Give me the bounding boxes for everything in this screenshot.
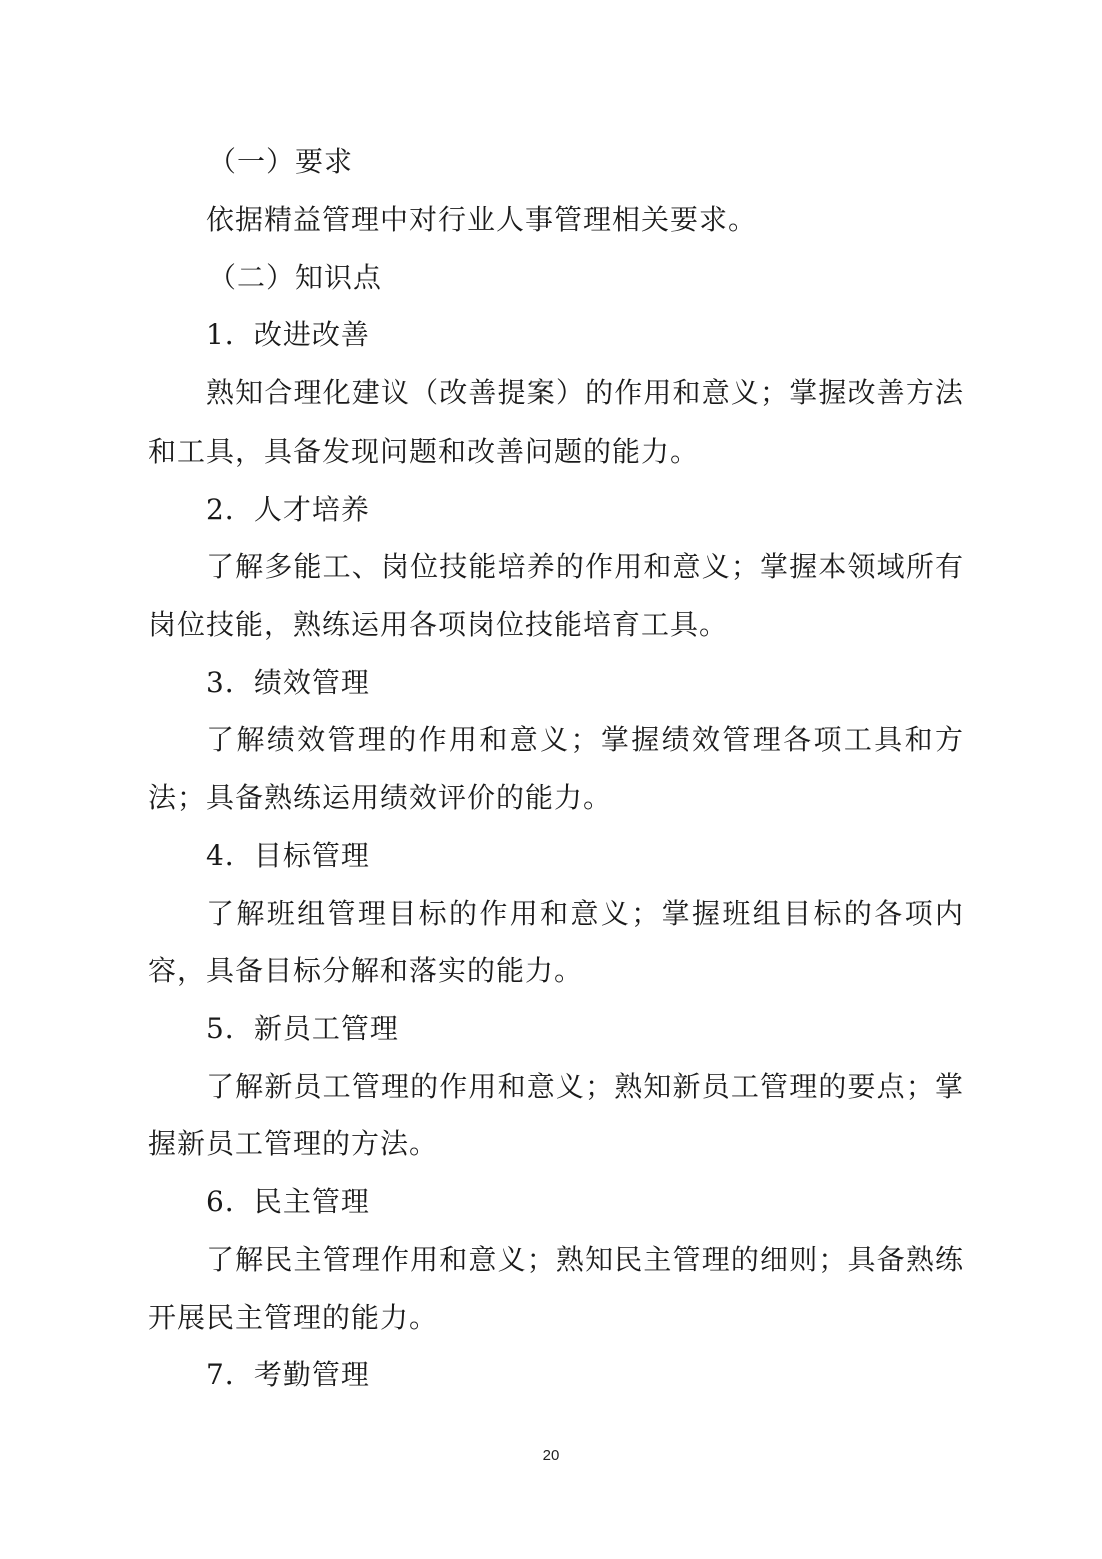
item-title-improvement: 1．改进改善: [206, 318, 370, 351]
item-title-performance: 3．绩效管理: [206, 666, 370, 699]
item-title-attendance: 7．考勤管理: [206, 1358, 370, 1391]
item-title-democratic: 6．民主管理: [206, 1185, 370, 1218]
item-body-line: 了解绩效管理的作用和意义；掌握绩效管理各项工具和方: [206, 723, 964, 756]
item-body-line: 法；具备熟练运用绩效评价的能力。: [148, 781, 613, 814]
item-body-line: 握新员工管理的方法。: [148, 1127, 439, 1160]
item-title-talent: 2．人才培养: [206, 493, 370, 526]
item-body-line: 开展民主管理的能力。: [148, 1301, 439, 1334]
item-body-line: 岗位技能，熟练运用各项岗位技能培育工具。: [148, 608, 729, 641]
item-body-line: 了解班组管理目标的作用和意义；掌握班组目标的各项内: [206, 897, 964, 930]
item-body-line: 熟知合理化建议（改善提案）的作用和意义；掌握改善方法: [206, 376, 964, 409]
item-body-line: 了解民主管理作用和意义；熟知民主管理的细则；具备熟练: [206, 1243, 964, 1276]
section-heading-knowledge: （二）知识点: [208, 261, 383, 294]
page-number: 20: [542, 1447, 560, 1464]
requirements-body: 依据精益管理中对行业人事管理相关要求。: [206, 203, 758, 236]
section-heading-requirements: （一）要求: [208, 145, 354, 178]
item-title-new-staff: 5．新员工管理: [206, 1012, 399, 1045]
item-body-line: 容，具备目标分解和落实的能力。: [148, 954, 584, 987]
item-body-line: 了解新员工管理的作用和意义；熟知新员工管理的要点；掌: [206, 1070, 964, 1103]
item-body-line: 和工具，具备发现问题和改善问题的能力。: [148, 435, 700, 468]
item-title-goals: 4．目标管理: [206, 839, 370, 872]
item-body-line: 了解多能工、岗位技能培养的作用和意义；掌握本领域所有: [206, 550, 964, 583]
